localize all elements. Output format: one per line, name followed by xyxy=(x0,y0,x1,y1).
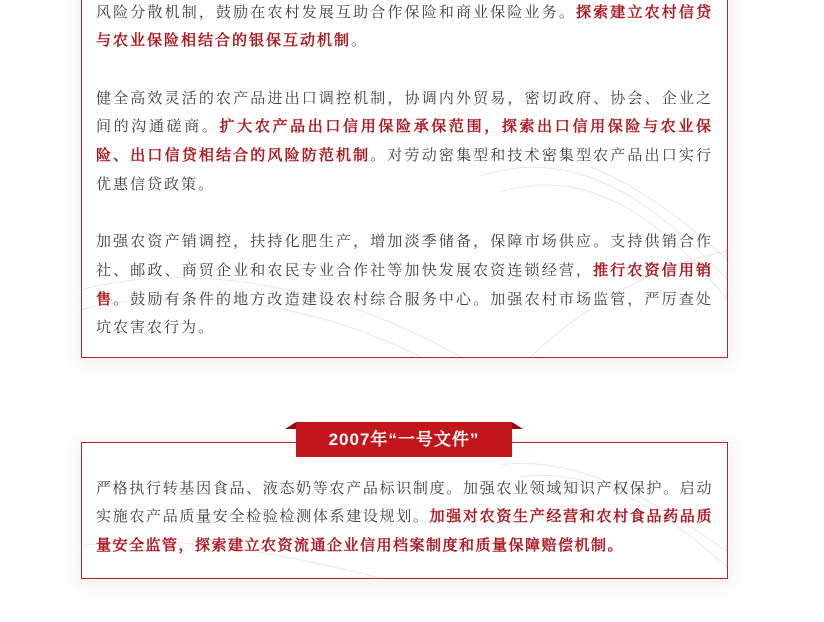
paragraph-text: 。鼓励有条件的地方改造建设农村综合服务中心。加强农村市场监管，严厉查处坑农害农行为。 xyxy=(96,290,713,337)
section-content xyxy=(82,443,727,561)
highlighted-text: 探索建立农村信贷与农业保险相结合的银保互动机制 xyxy=(96,3,713,50)
paragraph xyxy=(96,228,713,343)
banner-right-fold xyxy=(512,422,523,429)
paragraph xyxy=(96,85,713,200)
section-title: 2007年“一号文件” xyxy=(328,430,480,449)
paragraph-text: 健全高效灵活的农产品进出口调控机制，协调内外贸易，密切政府、协会、企业之间的沟通磋商。 xyxy=(96,89,713,136)
policy-section-box xyxy=(81,0,728,358)
section-content xyxy=(82,0,727,343)
highlighted-text: 加强对农资生产经营和农村食品药品质量安全监管，探索建立农资流通企业信用档案制度和质量保障赔偿机制。 xyxy=(96,508,713,554)
paragraph-text: 严格执行转基因食品、液态奶等农产品标识制度。加强农业领域知识产权保护。启动实施农产品质量安全检验检测体系建设规划。 xyxy=(96,479,713,526)
policy-section-box-2007 xyxy=(81,442,728,579)
paragraph-text: 。对劳动密集型和技术密集型农产品出口实行优惠信贷政策。 xyxy=(96,147,713,193)
paragraph-text: 。 xyxy=(351,32,369,50)
highlighted-text: 推行农资信用销售 xyxy=(96,261,713,308)
highlighted-text: 扩大农产品出口信用保险承保范围，探索出口信用保险与农业保险、出口信贷相结合的风险防范机制 xyxy=(96,118,713,165)
paragraph xyxy=(96,475,713,561)
paragraph xyxy=(96,0,713,56)
paragraph-text: 风险分散机制，鼓励在农村发展互助合作保险和商业保险业务。 xyxy=(96,3,576,21)
section-title-banner xyxy=(284,419,524,459)
paragraph-text: 加强农资产销调控，扶持化肥生产，增加淡季储备，保障市场供应。支持供销合作社、邮政、商贸企业和农民专业合作社等加快发展农资连锁经营， xyxy=(96,233,713,279)
banner-left-fold xyxy=(285,422,296,429)
